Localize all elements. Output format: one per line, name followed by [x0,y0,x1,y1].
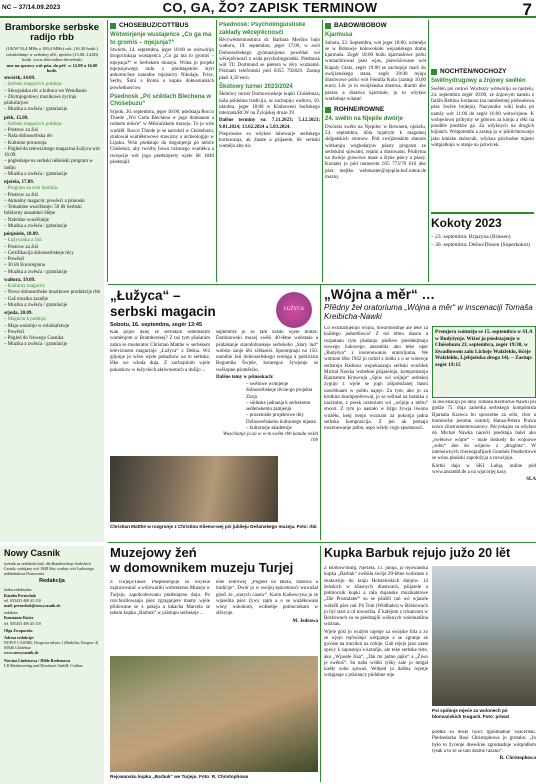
section-label: CHÓŚEBUZ/COTTBUS [119,22,189,29]
article-heading: Pśednosk „Pó sćědach Blechena w Chóśebuzu“ [110,93,212,108]
schedule-item: – pógledanje na serbski něžeński program w radiju [4,159,100,172]
list-item: – swětowe wotnjenje dolnoserbskeje rěcne-go projekta Zorja [246,382,318,401]
article-text: Škótowy turnér Domowinskeje kupki Chóśebuza, naša pśidobna tradicija, se zachopijo wałtoru, 10. oktobra, jeger 18:00 w Kluboweni Serbskego internata/RCW na Žylojskej drozе 39. [219,92,320,116]
schedule-day: srjoda, 20.09. [4,311,33,316]
impressum-address: NOWY CASNIK, Drogowa młyna 1 (Budyšin, Drogow 4) 03046 Chóśebuz [4,640,99,651]
schedule-item: – Serbski magacin k połdnju: [4,82,100,88]
schedule-item: – Póstrow za źiśi [4,245,100,251]
title-line: w domownikem muzeju Turjej [110,559,294,575]
impressum-red1-label: redaktor: [4,610,19,616]
impressum-red2-name: Olga Zwoporsko [4,627,33,633]
radio-text: nur na sprawy wót pón. do pěť. w 12.00 a 16.00 hodź. [6,62,98,74]
list-item: – südnske jadnanja k serbskemu sedleńskemu zamjenju [246,401,318,414]
article-text: Z Turjeja/Tauer. Pśepłosenjeju su wšykne zajmcowanić a wólowariki wobrskemu Muzeju w Turjeju, zapołcobowanu pśedstajeno dnju. Po rozchoźdowanju pśez zgraganjete mamy wjele přidowane se z pakeja a łakacha Marcela se takem kupka „Barbuk“ w pśistupu serbskeje ... [110,580,210,617]
schedule-item: – Nowe dolnoserbske muzikowe produkcije rbb [4,290,100,296]
more-list [216,382,318,432]
schedule-item: – Muzika a zwěsća / gratulacije [4,107,100,113]
schedule-day: pětk, 15.09. [4,115,29,121]
tickets-text: Kórtki dajo w SKI Lubja, online pód www.ansambl.de a na wjacorjej kasy. [432,463,536,475]
impressum-title: Nowy Casnik [4,548,61,558]
schedule-item: – Kulturny magacin: [4,284,100,290]
impressum-chief-phone: tel. 035433 400 43 110 [4,597,41,603]
luzyca-logo: ŁUŽYCA [276,292,312,328]
divider [108,542,536,543]
impressum-chief-name: Katalin Pernschok [4,592,36,598]
article-heading: 24. swětn na Njepile dwórje [325,116,404,123]
square-icon [325,107,331,113]
kokoty-list [431,234,534,249]
schedule-day: pónjeźele, 18.09. [4,232,39,237]
schedule-item: – Muzika a zwěsća / gratulacije [4,270,100,276]
section-heading [110,22,214,30]
schedule-item: – Powěsći [4,257,100,263]
section-label: ROHNE/ROWNE [334,106,385,114]
radio-title: Bramborske serbske radijo rbb [5,22,99,44]
section-heading [431,68,534,76]
wojna-article [324,288,536,540]
article-author: SLA [526,477,536,482]
schedule-item: – Pógled do telewizinego magacina Łužyca wót 16.09. [4,147,100,160]
schedule-item: – Program za celu familiju: [4,186,100,192]
article-text: Ja inscenaciju pó ideji Tomaša Kreibicha-Nawki pśi godźe 75. dnja zamérka serbskego kompónista Bjarnata Krawca bu sposcełne za sólo, chor a bramieche jenomu oratorij Hansa-Petera Prawa nowo zinstrumentowanowy. Pócynkajos sa wšykno do Michał Nawka nacerił pśedstaja balet ako „swětowe wójne“ – male doskedy do wójnowe „sobu“ abo do wójnow z „drugima“. W intensiwnych choreografijach Gundule Peuthertowé se wónu płaśiski zapołožyju a rozwijuju. [432,400,536,462]
schedule-item: – Maja wukubjo w rolnikařstwje [4,324,100,330]
list-item: – 23. septembra: Brjazyna (Briesen) [431,234,534,241]
wojna-text-col2 [432,400,536,538]
muzej-photo [110,656,318,772]
article-text: Dwórski swětn na Njepilec w Rownem, njeźelu, 24. septembra, dóla mjatrym k magotnej sléjpalskich stronow. Pód swójźenskim stanom wótkaraju wogledarjow pśasty program ze serbskimi spiwami, rejami a drastwami. Pśobytna na dwórje grawowe mase a žtyke pśecy a pśasy. Kontakt jo pód numerom 035 773/70 616 abo pśez mejlku webmaster@njepila-hof.rohne.de możny. [325,124,426,180]
photo-caption: Rejowanska kupka „Barbuk“ we Turjeju. Foto: R. Christophowa [110,774,249,779]
schedule-item: – Muzika a zwěsća / gratulacije [4,172,100,178]
article-heading: Swětnydrugowy a źnjowy swětén [431,78,526,85]
kokoty-box [431,212,534,282]
impressum-ad-label: Nowina Lindenowa / Hilde Rodensowa [4,657,71,663]
luzyca-article [110,288,318,540]
muzej-article [110,546,318,784]
schedule-item: – 30 lět Euroregiona [4,263,100,269]
schedule-item: – Naša dolnoserbska rěc [4,134,100,140]
article-date: Sobotu, 16. septembra, zegér 13:45 [110,322,203,328]
impressum-redakcija: Redakcija [39,578,65,585]
list-item: – kulturneje akademije [246,426,318,432]
list-item: – 30. septembra: Dešno/Dissen (Superkokot) [431,242,534,249]
divider [108,284,536,285]
article-heading: Wótwórjenje wustajeńce „Co ga ma to gromiś – mjejsnja?“ [110,32,212,46]
article-text: Stwórtk, 14. septembra, jeger 18:00 se wótwórijo drogocinkaja wustajeńca „Co ga ma to gromiś – mjejsnja?“ w Serbskem muzeju. Wóna jo projekt mjejsnjowego radu z pśedstajenim styri anhortochne nanodne mjejsnicy Nikolaje, Frize, Serby, Šimi a Roma a kupka dołnostunkich powšednosćow. [110,48,214,91]
article-heading: Kjarmusa [325,32,353,39]
barbuk-photo [432,566,536,706]
radio-intro: (UKW 93,4 MHz a 100,4 MHz) sob. (16.30 hodź.) vobskédanje w serbskej rěči, njeźela (13.00–14.00) hodź. www.rbb-online.de/serbski [5,45,99,63]
schedule-day: njeźela, 17.09. [4,180,34,185]
premiere-box [432,326,536,398]
divider [322,20,323,282]
wojna-text-col1 [324,326,428,538]
schedule-item: – Aktualny magacin: powěsći a pśinoski [4,199,100,205]
schedule-item: – Serbski magacin k połdnju: [4,122,100,128]
schedule-list [4,122,100,178]
photo-caption: Christian Matthe w rozgronje z Christinu Kliemo-wej pśi jubileju Dešanskego muzeja. Foto: rbb [110,524,317,529]
schedule-item: – Łužycanka a źiśi: [4,238,100,244]
impressum-web[interactable]: www.nowycasnik.de [4,650,39,656]
impressum-subtitle: tyźenik za serbskich ludi, dla Bramborskeje Serbskich Casnik; wubijany wót 1848 lěta; wudaty wót Ludowego nakładnistwa Domowina [4,560,94,577]
article-title: „Wójna a měr“ … [324,288,436,302]
barbuk-text-col1 [324,566,428,784]
page-header-title: CO, GA, ŽO? ZAPISK TERMINOW [162,0,378,15]
section-heading [325,106,426,114]
page-header [0,0,536,18]
schedule-item: – Nabóžne wusćělanje [4,218,100,224]
schedule-day: wałtora, 19.09. [4,277,36,283]
barbuk-text-col2 [432,730,536,784]
muzej-text-col1 [110,580,210,654]
schedule-item: – Muzika a zwěsća / gratulacije [4,303,100,309]
schedule-item: – Certifikacija dolnoserbskeje rěcy [4,251,100,257]
impressum-chief-mail[interactable]: mail: pernschok@nowycasnik.de [4,602,61,608]
page-number: 7 [522,0,532,19]
schedule-item: – Póstrow za źiśi [4,193,100,199]
more-label: Dalšne temy w pśinoskach: [216,374,274,380]
schedule-item: – Magacin k połdnju: [4,317,100,323]
schedule-item: – Muzika a zwěsća / gratulacije [4,224,100,230]
cottbus-column [110,22,214,282]
impressum-address-label: Adresa redakcije: [4,634,35,640]
impressum-printer: LR Medienverlag und Druckerei GmbH, Cottbus [4,662,83,668]
title-line: „Łužyca“ – [110,288,181,303]
schedule-item: – Muzika a zwěsća / gratulacije [4,342,100,348]
article-heading: Pśednosk: Psycholinguistiske zakłady wěcejrěcnosći [219,22,306,36]
schedule-item: – Pógled do Nowego Casnika [4,336,100,342]
impressum-chief-label: Jadna redaktorka: [4,587,33,593]
square-icon [110,23,116,29]
article-subtitle: Přědny žeł oratoriuma „Wójna a měr“ w inscenaciji Tomaša Kreibicha-Nawki [324,302,533,322]
schedule-list [4,284,100,309]
divider [107,20,108,282]
article-text: Rěcywědomnostnica dr. Barbara Merlins bujo wałtoru, 19. septembra, jeger 17:00, w awli Dolnoserbskego gymnazijuma powědaś wó wěcejrěcnosći z wida psycholinguistiki. Pśednosk wót TU Dortmund se pśetera w rěcy wuznamě. Pśiznam telefoniski pód 0355 792829. Zastup płaśi 4,50 euro. [219,38,320,81]
schedule-item: – Zbytnjogotowy muzikowe życinja pśidučarjow [4,95,100,108]
article-author: M. Jedrowa [292,618,318,624]
schedule-list [4,317,100,348]
section-label: NOCHTEN/NOCHOZY [440,68,507,75]
article-text: lene Jedrowej „Pógled na Błota, drastwa a tradicije“. Dwór jo w swójej spócetnosći wuwažał gósći ze „starych casow“. Karin Kaliewcyna jo se wjaselila pśez žywy zajm a o se wuźěkowała wóny wskokom, wobsebje pomocnikam w slězynje. [216,580,318,617]
list-item: – prozeniske projektowe dny Dolnoserbskeho kulturnego mjasta [246,413,318,426]
divider [428,20,429,282]
luzyca-text-col2 [216,330,318,456]
radio-column [0,20,104,542]
muzej-text-col2 [216,580,318,654]
radio-schedule [4,76,100,349]
square-icon [431,69,437,75]
schedule-list [4,186,100,230]
article-text: septembra jo se tam kradu wjele tludze. Dominowski muzej swěśi 40-lětne wobstaśe a pśidalsanje starodobnokeje serbskeho „Stary lud“ wobsto zanje lěti sčětaseśi. Sponmjnaju na 150. narodne źeń dolnoserbskego teologa a publicista Bogumiła Šwjele, kotaregoz žywjenje se swěśopne pśoměsćio. [216,330,318,373]
section-label: BABOW/BOBOW [334,22,387,29]
title-line: serbski magacin [110,303,216,319]
article-text: Co wóznamjenijo wójna, towaršnostnje ale teke za každego jadnotliwca? Z toś těmu tšasnu a rozpatanu cyłu pšašanju pśešlew pśeobłejmaju nowego ludowego ansambla ako teke oper „Budyšyn“ z inscenowaniu oratorijuma. We wótnom lěśe 1942 jo rodził z źeńki z o se wótewje serbstuju Radosar wopokazanju serbski wuchłok Michał Nawka wobeboe pśijaśeloju, komponistoju Bjarnatom Krawcoju „Spiw wó wójnje“ serbskej zygujo z wjele se jogo pśipołožanej basni nawětkuam w pobłu najeje. Za tym, ako jo za krotkim skomponěrowal, jo se wóbsal na basnika z naciznim, z pśesk oratorium wó „wójnje a měru“ stwori. Z tym jo nastało w bžgu žywja liwonu wuźěłu, kenj nenjo wuznam za pokonja jadna serbska kompozicija. Z jen ak pomaju inscenowanje pśibu, aspó wiżdy cogo spsobnosći. [324,326,428,431]
article-text: Srjodu, 20. septembra, jeger 18:00, pśedstaja Rocco Thiede „Wó Carla Blechena w jogo domanem a rodnem měsće“ w Měsćańskem muzeju. To jo wón wudźěł. Rocco Thiede jo se narodził w Chóśebuzu, studował wuměłstwowe stawizny a archeologiju w Lipsku. Wón pśedstajo do dogonjenja pó měsće Chóśebuz, aby twórby howu rożonego wuměłca a recepcije wót jogo pśedsmjerty wjele lět 1840 pśedstajił. [110,109,214,165]
schedule-item: – Tematiske wusćělanje: 50 lět Serbski folklorny ansambel Slěpe [4,205,100,218]
schedule-list [4,82,100,113]
article-author: R. Christophowa [499,756,536,761]
title-line: Muzejowy žeń [110,546,197,560]
impressum-red1-name: Konstanze Kuśer [4,615,34,621]
photo-caption: Psi spóbnje mjeće za wolonéch pó błonsańskich tsugach. Foto: priwat [432,708,510,719]
impressum-red1-phone: tel. 035433 400 43 110 [4,620,41,626]
issue-label: NC – 37/14.09.2023 [2,4,61,11]
article-text: Kak pójźo dalej ze serbskim sedleńskim wuměnjom w Bramborskej? Z toś tym pšašanim zabra se moderator Christian Matthe w serbskem televizinem magacinje „Łužyca“ z Dešna. Wó gójonje jo wšeo wjele pokazkow na to serbske, lěke we wšeda dnja. Z zachopinim wjele pokazkow w łužyckich aktiwnostach a dušijo ... [110,330,210,373]
repeat-note: Wusćelanje jo za w w-m swěm rbb kanalu wiźeł rbb [223,432,318,444]
article-text: Wjele góśi jo wuźyło rajenje za swójske fóla a zo se wjejo rejówánjo wótpjanje a se zgranje ze gwóste na muzikui na colnje. Gali rejeju jano zaste spiwy k zapustoju a kotońju, ale teke serbske tiste, ako „Wjasele źiśa“, „Dai mi jadno jajko“ a „Žiwo je swětoš“. So naba wśitki tyšky zale jo mógał kudły sobu spiwaś. Wobjed jo dalšna rejenje wótpjanje z pśistancy pódobne reje. [324,629,428,679]
article-title: Kupka Barbuk rejujo južo 20 lět [324,546,511,560]
article-text: pódłka su doski hyšći rgonmadnie wiaceriški. Pledsedarka Rosi Christophowa jo grutaba: „Jo było to žycenje dnewšnie zgromadnje wótpódlom tysak a to se se tam dezme razanu“. [432,730,536,754]
impressum [0,546,104,784]
schedule-item: – Słowjańska rěc a kultura we Wendlanie [4,89,100,95]
square-icon [325,23,331,29]
luzyca-text-col1 [110,330,210,456]
article-text: Pśeprosone su wšyknе lubowarje serbskego kortowanja, ak źinate a pśijasele, lěc serbski wumějo abo nic. [219,131,320,150]
schedule-item: – Kulturne pórucenja [4,141,100,147]
divider [320,285,321,540]
article-heading: Škótowy turner 2023/2024 [219,83,293,90]
luzyca-photo [110,456,278,522]
schedule-day: stwórtk, 14.09. [4,76,36,81]
schedule-item: – Póstrow za źiśi [4,128,100,134]
nochten-column [431,68,534,208]
article-text: Z Bórkow/Burg. Njeźela, 11. junija, jo rejowanska kupka „Barbuk“ swěśiła swójo 20-lětne wobstaśe z ekskursiju do kraju Holsteinskich dunjow. 14 žeńskich w kšasnych drastwach, pśijasele a połmocnik kupki a cała dujanske muzikantowe „Die Prostalater“ su se pśiźěli rań wó wjasole wótsěli pśez rań. Pó Toni (Wildhahn) w Bórkowach jo byl start a cil towarišta. Z kafejom z tykancom w Bórkowach su se pśedstajili wśiknych wóeńnatišna wóznau. [324,566,428,628]
premiere-text: Premjera wótmějo se 15. septembra w SLA w Budyšynje. Wiźeś jo pśedstajenje w Chóśebuzu 23. septembra, zegér 19:30, w žiwadłowem zalu Lichejе Walzfeldo, łšćeje Walzfeldo, Ljebjeńska droga 14). – Zastup: zegér 19:15 [435,329,533,369]
barbuk-article [324,546,536,784]
babow-column [325,22,426,282]
psych-column [219,22,320,282]
article-dates: Dalšne terminy su: 7.11.2023; 5.12.2023; 9.01.2024; 13.02.2024 a 5.03.2024. [219,118,320,130]
article-title [110,546,318,576]
divider [216,20,217,282]
article-text: Sobotu, 23. Septembra, wót jeger 18:00, wótmějo se w Bobowje kołowokoło wejsańskego doma kjarmuša. Zegér 18:00 budu kjarmušowe pórki wumarširowaś pśez wjas, pśewóźowane wót Kapaly Glatz, zegér 19:00 se zachopijo marš do swójźenskego stana, zegér 20:00 rejuju drastwowe pórki wót Femilla Kola (zastup 10,00 euro). Lěc jo to swójźenska drastwa, dramli abo pśeraz a drastwa kjarmuše, jo to wšykno wutšobnje witane! [325,40,426,102]
schedule-item: – Powěsći [4,330,100,336]
schedule-list [4,238,100,276]
schedule-item: – Gaž muzika zazněje [4,297,100,303]
divider [320,546,321,782]
section-heading [325,22,426,30]
kokoty-title: Kokoty 2023 [431,216,502,230]
article-text: Swětén pśi cerkwi Wochozy wótwórijo se njeźelu, 24. septembra zegér 10:00, ze źnjowym namšu z farářu Bettinu Jordanoz (na namšestnej pódwałowa pśez Swěće brołeju). Nazynnike wiki budu pó namšy wót 11:00 do zegér 16:00 wótwórjone. K wobjedowu pśibymy se gótowu za kónju a rěki na ponděle ponětzie ga. Za wšyknych na drugich kójnách. Wótpotentlu a zastup jo w pśirěchtowanjo jako kóńske skóncnik, wšykna pśichodne mjasto wótpjatkujo w stanje na jariwlcek. [431,86,534,148]
